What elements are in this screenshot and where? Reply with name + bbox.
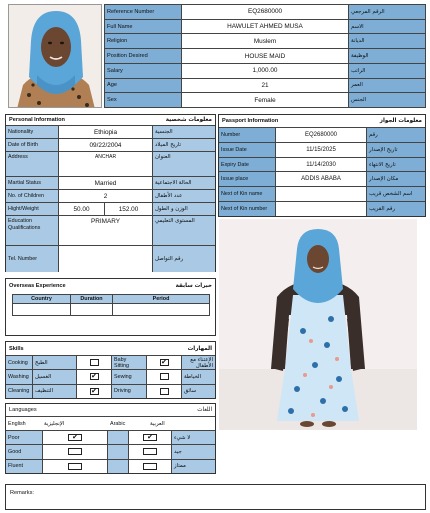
overseas-col-period: Period — [152, 296, 170, 302]
header-row-label-ar: الراتب — [351, 67, 366, 74]
english-checkbox-cell — [42, 431, 108, 444]
overseas-col-country: Country — [13, 295, 71, 303]
passport-row — [219, 143, 425, 158]
header-row-value: Female — [181, 93, 349, 107]
skill-row — [6, 370, 215, 384]
passport-row-value: 11/14/2030 — [275, 158, 367, 172]
nationality-label-ar: الجنسية — [155, 129, 173, 135]
children-row — [6, 190, 215, 203]
language-spacer — [108, 445, 128, 458]
passport-row — [219, 187, 425, 202]
header-row-label-ar: الرقم المرجعي — [351, 8, 385, 15]
header-row-label: Reference Number — [107, 8, 155, 15]
language-level-row — [6, 460, 215, 473]
education-value: PRIMARY — [58, 216, 153, 245]
full-body-image — [219, 219, 417, 430]
passport-title-ar: معلومات الجواز — [379, 118, 422, 124]
languages-title-en: Languages — [9, 407, 37, 413]
skill-checkbox-cell — [146, 356, 182, 369]
overseas-col-duration: Duration — [71, 295, 113, 303]
passport-title-en: Passport Information — [222, 118, 279, 124]
arabic-checkbox-cell — [128, 431, 172, 444]
skill-checkbox[interactable]: ✔ — [91, 387, 97, 395]
language-level-label-ar: ممتاز — [174, 463, 186, 470]
full-body-photo — [219, 219, 417, 430]
dob-value: 09/22/2004 — [58, 139, 153, 151]
skill-checkbox[interactable] — [160, 373, 169, 380]
skill-label: Cleaning — [8, 388, 30, 395]
languages-title-ar: اللغات — [197, 407, 212, 413]
language-level-label-ar: جيد — [174, 448, 182, 455]
address-row — [6, 152, 215, 177]
header-row-label: Sex — [107, 97, 117, 104]
passport-row — [219, 128, 425, 143]
education-label: Education Qualifications — [8, 218, 41, 231]
dob-row — [6, 139, 215, 152]
arabic-checkbox[interactable]: ✔ — [143, 434, 157, 441]
skill-checkbox[interactable] — [90, 359, 99, 366]
skill-label-ar: الخياطة — [184, 373, 202, 380]
skill-label: Sewing — [114, 373, 132, 380]
arabic-label: Arabic — [110, 420, 126, 427]
skill-checkbox-cell — [76, 370, 112, 383]
education-row — [6, 216, 215, 246]
skill-row — [6, 385, 215, 398]
nationality-value: Ethiopia — [58, 126, 153, 138]
skill-label: Washing — [8, 373, 29, 380]
overseas-period-cell — [113, 304, 209, 316]
tel-row — [6, 246, 215, 272]
arabic-checkbox-cell — [128, 460, 172, 473]
header-row-label: Full Name — [107, 23, 133, 30]
passport-row-label: Issue place — [221, 176, 249, 183]
passport-information-section — [218, 114, 426, 217]
passport-row-value — [275, 202, 367, 216]
marital-label: Martial Status — [8, 180, 41, 186]
height-weight-label-ar: الوزن و الطول — [155, 206, 188, 212]
passport-row-label-ar: مكان الإصدار — [369, 176, 399, 183]
passport-row-label: Next of Kin name — [221, 191, 263, 198]
passport-row-value: EQ2680000 — [275, 128, 367, 142]
header-row-value: 1,000.00 — [181, 64, 349, 78]
passport-row-label: Expiry Date — [221, 161, 249, 168]
portrait-image — [9, 5, 102, 108]
header-row-label-ar: الوظيفة — [351, 53, 369, 60]
overseas-country-cell — [13, 304, 71, 316]
passport-row — [219, 158, 425, 173]
overseas-table — [12, 294, 210, 316]
skill-checkbox-cell — [76, 356, 112, 369]
language-spacer — [108, 431, 128, 444]
skill-row — [6, 356, 215, 370]
languages-header-row — [6, 417, 215, 431]
address-value: ANCHAR — [58, 152, 153, 176]
english-checkbox[interactable]: ✔ — [68, 434, 82, 441]
header-row-value: 21 — [181, 79, 349, 93]
language-level-label: Fluent — [8, 463, 23, 470]
overseas-duration-cell — [71, 304, 113, 316]
passport-row-label: Next of Kin number — [221, 206, 268, 213]
arabic-checkbox[interactable] — [143, 448, 157, 455]
dob-label-ar: تاريخ الميلاد — [155, 142, 181, 148]
skill-label-ar: سائق — [184, 388, 197, 395]
personal-title-en: Personal Information — [9, 117, 65, 123]
passport-row-value — [275, 187, 367, 201]
skill-checkbox-cell — [76, 385, 112, 398]
height-weight-label: Hight/Weight — [8, 206, 39, 212]
english-label: English — [8, 420, 26, 427]
tel-label-ar: رقم التواصل — [155, 256, 184, 262]
language-level-label-ar: لا شيء — [174, 434, 191, 441]
tel-label: Tel. Number — [8, 256, 38, 262]
passport-row — [219, 172, 425, 187]
language-level-label: Poor — [8, 434, 20, 441]
passport-row-label-ar: تاريخ الإصدار — [369, 146, 398, 153]
skills-title-ar: المهارات — [187, 345, 212, 352]
children-label: No. of Children — [8, 193, 44, 199]
english-checkbox[interactable] — [68, 448, 82, 455]
language-level-label: Good — [8, 448, 22, 455]
english-checkbox-cell — [42, 445, 108, 458]
header-row-label: Age — [107, 82, 117, 89]
passport-row-label-ar: تاريخ الانتهاء — [369, 161, 396, 168]
language-spacer — [108, 460, 128, 473]
english-checkbox-cell — [42, 460, 108, 473]
address-label: Address — [8, 154, 28, 160]
skill-checkbox[interactable]: ✔ — [161, 359, 167, 367]
header-row-value: HOUSE MAID — [181, 49, 349, 63]
skill-label: Driving — [114, 388, 131, 395]
remarks-label: Remarks: — [10, 490, 34, 496]
header-row-value: HAWULET AHMED MUSA — [181, 20, 349, 34]
weight-value: 152.00 — [105, 203, 153, 215]
skill-label-ar: الطبخ — [32, 356, 76, 369]
skill-label-ar: الاعتناء مع الأطفال — [190, 356, 213, 369]
skill-label-ar: التنظيف — [32, 385, 76, 398]
header-row — [105, 49, 425, 64]
skill-checkbox-cell — [146, 370, 182, 383]
passport-row-label: Number — [221, 131, 241, 138]
skill-checkbox[interactable]: ✔ — [91, 373, 97, 381]
tel-value — [58, 246, 153, 272]
skills-title-en: Skills — [9, 345, 24, 352]
header-row — [105, 20, 425, 35]
height-weight-row — [6, 203, 215, 216]
header-row-label: Salary — [107, 67, 123, 74]
passport-row-label-ar: رقم — [369, 131, 378, 138]
languages-section — [5, 403, 216, 474]
skill-checkbox-cell — [146, 385, 182, 398]
header-row — [105, 93, 425, 107]
marital-value: Married — [58, 177, 153, 189]
header-row — [105, 79, 425, 94]
overseas-title-en: Overseas Experience — [9, 282, 66, 289]
address-label-ar: العنوان — [155, 154, 171, 160]
header-row-label: Religion — [107, 38, 128, 45]
overseas-experience-section — [5, 278, 216, 336]
language-level-row — [6, 445, 215, 459]
passport-row-label-ar: اسم الشخص قريب — [369, 191, 413, 198]
header-row-value: EQ2680000 — [181, 5, 349, 19]
header-row — [105, 64, 425, 79]
skills-section — [5, 341, 216, 399]
header-row — [105, 34, 425, 49]
nationality-label: Nationality — [8, 129, 34, 135]
personal-title-ar: معلومات شخصية — [165, 117, 212, 123]
header-row-value: Muslem — [181, 34, 349, 48]
header-info-table — [104, 4, 426, 108]
header-row-label-ar: العمر — [351, 82, 363, 89]
english-checkbox[interactable] — [68, 463, 82, 470]
skill-label-ar: الغسيل — [32, 370, 76, 383]
arabic-checkbox-cell — [128, 445, 172, 458]
skill-checkbox[interactable] — [160, 388, 169, 395]
header-row-label-ar: الاسم — [351, 23, 364, 30]
portrait-photo — [8, 4, 102, 108]
arabic-label-ar: العربية — [150, 420, 165, 427]
skill-label: Cooking — [8, 359, 28, 366]
personal-information-section — [5, 114, 216, 272]
marital-row — [6, 177, 215, 190]
dob-label: Date of Birth — [8, 142, 38, 148]
header-row-label-ar: الجنس — [351, 97, 367, 104]
remarks-section — [5, 484, 426, 510]
height-value: 50.00 — [58, 203, 105, 215]
english-label-ar: الإنجليزية — [44, 420, 65, 427]
passport-row-label: Issue Date — [221, 146, 247, 153]
arabic-checkbox[interactable] — [143, 463, 157, 470]
passport-row-value: 11/15/2025 — [275, 143, 367, 157]
children-label-ar: عدد الأطفال — [155, 193, 183, 199]
education-label-ar: المستوى التعليمي — [155, 218, 195, 224]
header-row-label-ar: الديانة — [351, 38, 365, 45]
passport-row — [219, 202, 425, 216]
passport-row-value: ADDIS ABABA — [275, 172, 367, 186]
language-level-row — [6, 431, 215, 445]
skill-label: Baby Sitting — [114, 356, 129, 369]
header-row — [105, 5, 425, 20]
marital-label-ar: الحالة الاجتماعية — [155, 180, 192, 186]
header-row-label: Position Desired — [107, 53, 148, 60]
overseas-title-ar: خبرات سابقة — [175, 282, 212, 289]
passport-row-label-ar: رقم القريب — [369, 206, 396, 213]
nationality-row — [6, 126, 215, 139]
children-value: 2 — [58, 190, 153, 202]
